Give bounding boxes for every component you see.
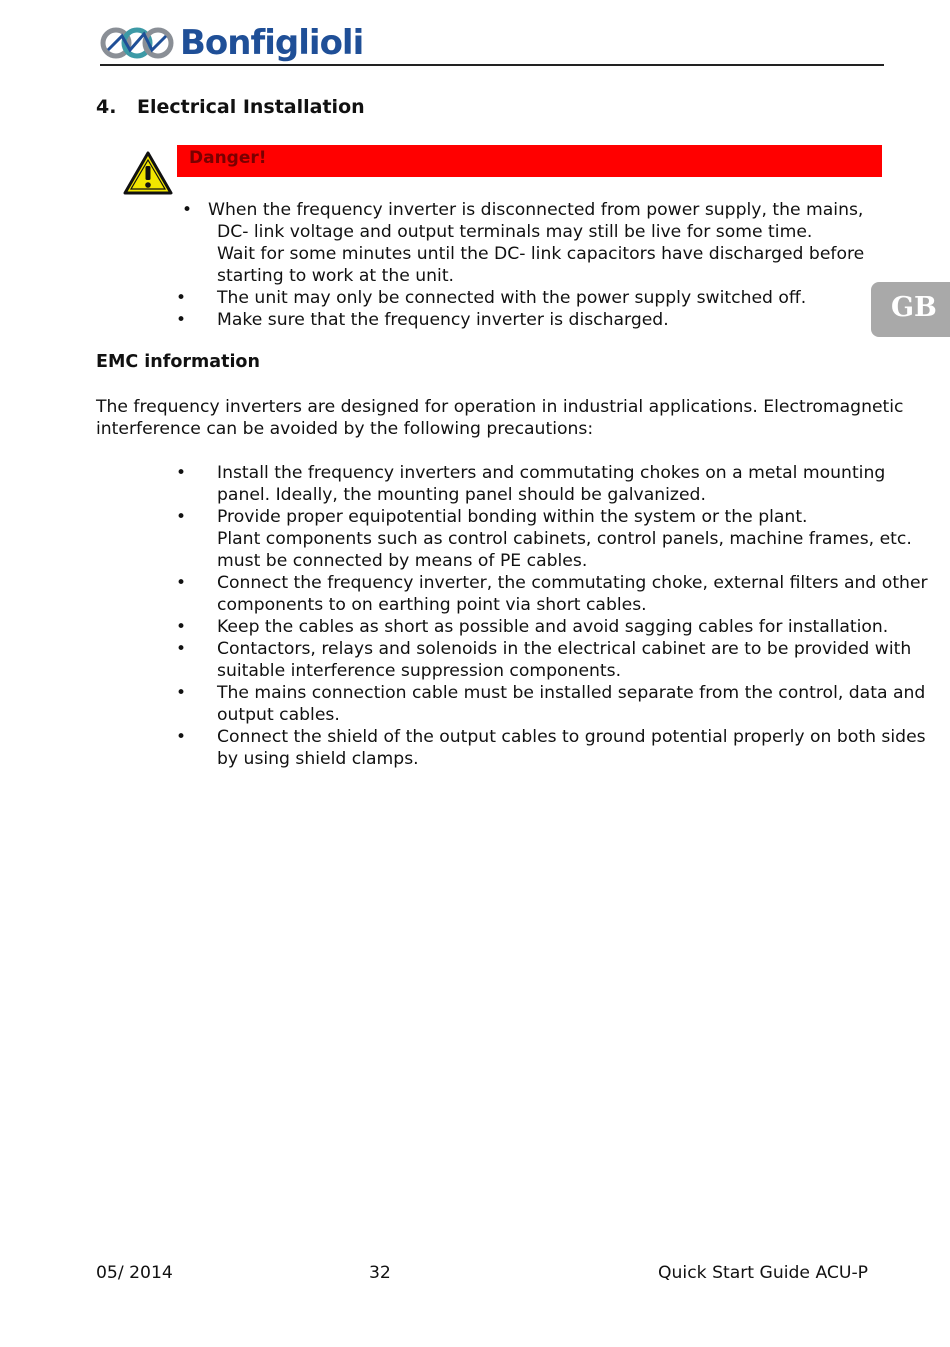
list-item-text: output cables. — [217, 705, 340, 725]
bonfiglioli-logo — [100, 22, 370, 64]
list-item-text: Contactors, relays and solenoids in the electrical cabinet are to be provided with — [217, 639, 912, 659]
footer-document-title: Quick Start Guide ACU-P — [658, 1263, 869, 1283]
emc-heading: EMC information — [96, 352, 260, 372]
footer-date: 05/ 2014 — [96, 1263, 173, 1283]
list-item-text: suitable interference suppression components. — [217, 661, 622, 681]
list-item-text: Make sure that the frequency inverter is discharged. — [217, 310, 669, 330]
list-item-text: DC- link voltage and output terminals may still be live for some time. — [217, 222, 813, 242]
list-item-text: must be connected by means of PE cables. — [217, 551, 588, 571]
brand-name: Bonfiglioli — [180, 23, 364, 63]
bullet-icon: • — [176, 727, 187, 747]
danger-label: Danger! — [189, 148, 267, 168]
warning-triangle-icon — [122, 150, 174, 196]
list-item-text: Provide proper equipotential bonding within the system or the plant. — [217, 507, 808, 527]
list-item-text: Connect the frequency inverter, the commutating choke, external filters and other — [217, 573, 928, 593]
section-heading — [96, 96, 365, 118]
bullet-icon: • — [176, 507, 187, 527]
list-item-text: Install the frequency inverters and commutating chokes on a metal mounting — [217, 463, 886, 483]
logo-mark-icon — [100, 22, 180, 64]
bullet-icon: • — [176, 639, 187, 659]
emc-intro-line: The frequency inverters are designed for operation in industrial applications. Electromagnetic — [96, 397, 904, 417]
language-tab-gb — [871, 282, 950, 337]
list-item-text: by using shield clamps. — [217, 749, 419, 769]
bullet-icon: • — [176, 463, 187, 483]
list-item-text: Plant components such as control cabinets, control panels, machine frames, etc. — [217, 529, 912, 549]
bullet-icon: • — [182, 200, 193, 220]
section-title: Electrical Installation — [137, 96, 365, 118]
list-item-text: Wait for some minutes until the DC- link capacitors have discharged before — [217, 244, 865, 264]
footer-page-number: 32 — [369, 1263, 391, 1283]
bullet-icon: • — [176, 310, 187, 330]
bullet-icon: • — [176, 617, 187, 637]
bullet-icon: • — [176, 573, 187, 593]
list-item-text: Connect the shield of the output cables to ground potential properly on both sides — [217, 727, 926, 747]
header-rule — [100, 64, 884, 66]
list-item-text: The unit may only be connected with the power supply switched off. — [217, 288, 807, 308]
list-item-text: components to on earthing point via short cables. — [217, 595, 647, 615]
danger-banner — [177, 145, 882, 177]
list-item-text: panel. Ideally, the mounting panel should be galvanized. — [217, 485, 706, 505]
list-item-text: starting to work at the unit. — [217, 266, 455, 286]
bullet-icon: • — [176, 288, 187, 308]
emc-intro-line: interference can be avoided by the following precautions: — [96, 419, 594, 439]
list-item-text: The mains connection cable must be installed separate from the control, data and — [217, 683, 926, 703]
language-tab-label: GB — [891, 292, 937, 323]
list-item-text: When the frequency inverter is disconnected from power supply, the mains, — [208, 200, 864, 220]
list-item-text: Keep the cables as short as possible and avoid sagging cables for installation. — [217, 617, 889, 637]
section-number: 4. — [96, 96, 117, 118]
bullet-icon: • — [176, 683, 187, 703]
